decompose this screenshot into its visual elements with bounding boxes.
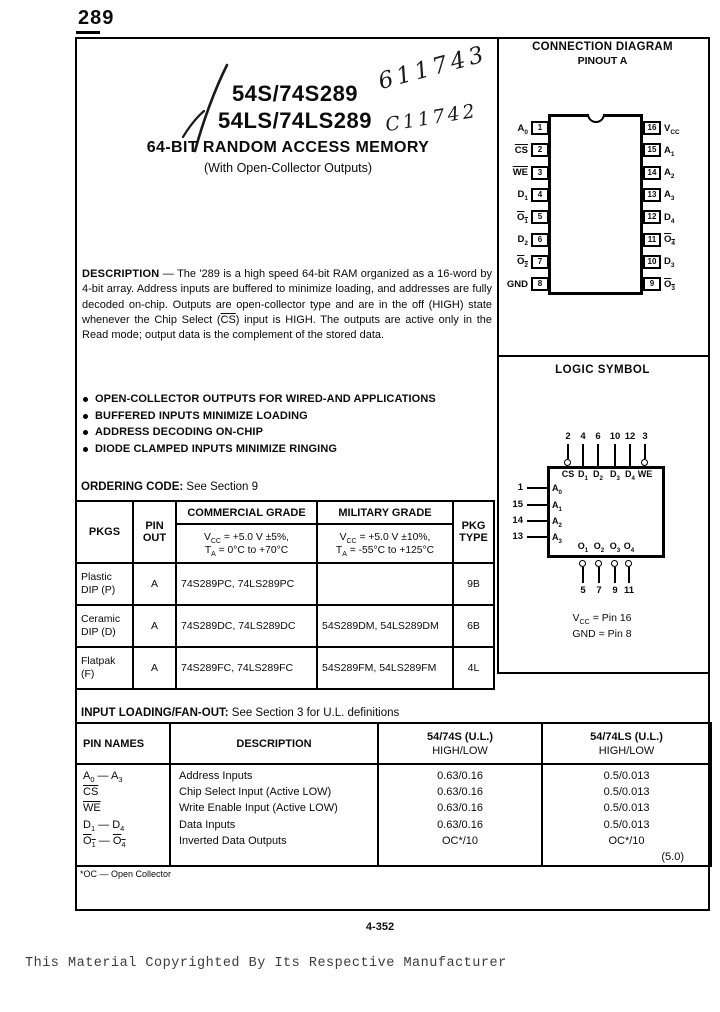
pin-name-line: $O_1$ — $O_4$: [83, 834, 126, 849]
active-low-bubble-icon: [564, 459, 571, 466]
dip-notch-icon: [587, 114, 605, 123]
ls-value-line: 0.5/0.013: [603, 786, 650, 799]
ordering-col-type: PKG TYPE: [453, 501, 494, 563]
s-value-line: 0.63/0.16: [437, 802, 483, 815]
logic-left-pin-line: [527, 536, 547, 538]
description-line: Write Enable Input (Active LOW): [179, 802, 338, 815]
pkg-cell: Flatpak (F): [76, 647, 133, 689]
active-low-bubble-icon: [625, 560, 632, 567]
dip-pin-box: 16: [643, 121, 661, 135]
logic-top-pin-number: 2: [565, 431, 571, 442]
logic-top-pin-number: 3: [642, 431, 648, 442]
s-value-line: 0.63/0.16: [437, 818, 483, 831]
handwritten-note-2: C11742: [383, 99, 480, 137]
logic-top-pin-label: $D_1$: [578, 469, 588, 482]
logic-symbol-title: LOGIC SYMBOL: [555, 364, 650, 376]
logic-bottom-pin-number: 5: [580, 585, 586, 596]
dip-pin-box: 14: [643, 166, 661, 180]
dip-pin-label: $V_{CC}$: [664, 122, 680, 136]
s-value-line: 0.63/0.16: [437, 786, 483, 799]
logic-top-pin-label: $D_3$: [610, 469, 620, 482]
logic-bottom-pin-line: [614, 567, 616, 583]
description-label: DESCRIPTION: [82, 268, 160, 280]
dip-pin-label: $\overline{WE}$: [512, 167, 528, 179]
ordering-col-military: MILITARY GRADE: [317, 501, 453, 524]
ordering-row: [76, 563, 494, 605]
dip-pin-box: 2: [531, 143, 549, 157]
description-line: Chip Select Input (Active LOW): [179, 786, 332, 799]
feature-item: [82, 424, 494, 441]
logic-bottom-pin-label: $O_4$: [623, 541, 635, 554]
logic-top-pin-number: 12: [624, 431, 636, 442]
active-low-bubble-icon: [611, 560, 618, 567]
dip-pin-label: $O_1$: [517, 211, 528, 225]
dip-pin-box: 7: [531, 255, 549, 269]
ordering-col-pinout: PIN OUT: [133, 501, 176, 563]
pkg-cell: Ceramic DIP (D): [76, 605, 133, 647]
logic-bottom-pin-line: [598, 567, 600, 583]
pin-name-line: $\overline{CS}$: [83, 786, 99, 799]
ordering-row: [76, 605, 494, 647]
part-number-1: 54S/74S289: [231, 81, 359, 106]
logic-bottom-pin-label: $O_2$: [593, 541, 605, 554]
logic-left-pin-number: 14: [512, 515, 523, 526]
description-line: Inverted Data Outputs: [179, 834, 287, 847]
dip-pin-box: 10: [643, 255, 661, 269]
logic-bottom-pin-number: 7: [596, 585, 602, 596]
logic-top-pin-label: $D_2$: [593, 469, 603, 482]
logic-top-pin-label: WE: [637, 469, 653, 479]
feature-text: DIODE CLAMPED INPUTS MINIMIZE RINGING: [95, 442, 338, 455]
feature-text: ADDRESS DECODING ON-CHIP: [95, 426, 264, 438]
copyright-line: This Material Copyrighted By Its Respective Manufacturer: [25, 956, 507, 971]
feature-item: [82, 391, 494, 408]
fanout-note: See Section 3 for U.L. definitions: [228, 707, 400, 719]
logic-top-pin-line: [567, 444, 569, 459]
logic-top-pin-label: $D_4$: [625, 469, 635, 482]
dip-pin-box: 4: [531, 188, 549, 202]
commercial-cell: 74S289DC, 74LS289DC: [176, 605, 317, 647]
connection-diagram-title: CONNECTION DIAGRAM: [532, 41, 673, 53]
military-cell: 54S289FM, 54LS289FM: [317, 647, 453, 689]
logic-left-pin-label: $A_1$: [552, 500, 562, 513]
ordering-row: [76, 647, 494, 689]
active-low-bubble-icon: [641, 459, 648, 466]
dip-pin-box: 5: [531, 210, 549, 224]
ls-value-line: 0.5/0.013: [603, 770, 650, 782]
part-number-2: 54LS/74LS289: [218, 108, 372, 133]
dip-pin-box: 8: [531, 277, 549, 291]
logic-left-pin-number: 13: [512, 531, 523, 542]
dip-pin-label: $O_4$: [664, 234, 675, 247]
feature-list: [82, 391, 494, 457]
dip-pin-label: $D_4$: [664, 211, 675, 225]
logic-bottom-pin-number: 11: [623, 585, 635, 596]
dip-pin-label: GND: [506, 278, 528, 290]
pin-name-line: $\overline{WE}$: [83, 802, 101, 815]
logic-top-pin-line: [582, 444, 584, 466]
handwritten-note-1: 611743: [375, 40, 491, 96]
dip-pin-label: $\overline{CS}$: [514, 144, 528, 156]
part-numbers: [95, 80, 495, 137]
logic-top-pin-line: [597, 444, 599, 466]
dip-pin-label: $D_2$: [517, 234, 528, 247]
pkg-cell: Plastic DIP (P): [76, 563, 133, 605]
logic-top-pin-line: [644, 444, 646, 459]
fanout-header-row: [76, 723, 711, 764]
logic-left-pin-line: [527, 504, 547, 506]
logic-left-pin-line: [527, 487, 547, 489]
fanout-col-header: PIN NAMES: [76, 723, 170, 764]
fanout-pin-names-cell: [76, 764, 170, 866]
fanout-col-header: DESCRIPTION: [170, 723, 378, 764]
dip-package-outline: [548, 114, 643, 295]
dip-pin-box: 12: [643, 210, 661, 224]
page-number-bottom: 4-352: [365, 921, 395, 933]
connection-diagram: [497, 39, 708, 357]
dip-pin-label: $A_1$: [664, 144, 675, 158]
logic-bottom-pin-line: [582, 567, 584, 583]
military-cell: [317, 563, 453, 605]
fanout-col-header: 54/74LS (U.L.) HIGH/LOW: [542, 723, 711, 764]
dip-pin-box: 1: [531, 121, 549, 135]
fanout-54-74ls-cell: [542, 764, 711, 866]
vcc-pin-note: $V_{CC}$ = Pin 16: [572, 612, 632, 627]
description-line: Data Inputs: [179, 818, 236, 831]
commercial-cell: 74S289FC, 74LS289FC: [176, 647, 317, 689]
pinout-cell: A: [133, 647, 176, 689]
pin-name-line: $A_0$ — $A_3$: [83, 770, 123, 785]
pin-name-line: $D_1$ — $D_4$: [83, 818, 125, 833]
logic-bottom-pin-label: $O_1$: [577, 541, 589, 554]
description-line: Address Inputs: [179, 770, 253, 782]
ordering-code-heading: [81, 481, 258, 493]
page-title: 64-BIT RANDOM ACCESS MEMORY: [146, 139, 430, 156]
fanout-54-74s-cell: [378, 764, 542, 866]
dip-pin-label: $A_0$: [517, 122, 528, 136]
ordering-header-row: [76, 501, 494, 524]
logic-top-pin-line: [629, 444, 631, 466]
page-number-underline: [76, 31, 100, 34]
fanout-col-header: 54/74S (U.L.) HIGH/LOW: [378, 723, 542, 764]
bullet-icon: [83, 397, 88, 402]
commercial-conditions: $V_{CC} = +5.0$ V ±5%, $T_A = 0^\circ C$ to +70°C: [176, 524, 317, 563]
logic-left-pin-number: 1: [517, 482, 523, 493]
dip-pin-box: 6: [531, 233, 549, 247]
fanout-heading: [81, 707, 399, 719]
logic-bottom-pin-number: 9: [612, 585, 618, 596]
logic-left-pin-label: $A_0$: [552, 483, 562, 496]
dip-pin-box: 13: [643, 188, 661, 202]
pinout-cell: A: [133, 563, 176, 605]
dip-pin-label: $D_1$: [517, 189, 528, 203]
logic-top-pin-line: [614, 444, 616, 466]
ordering-col-pkgs: PKGS: [76, 501, 133, 563]
page-subtitle: (With Open-Collector Outputs): [203, 161, 373, 175]
connection-diagram-subtitle: PINOUT A: [577, 55, 628, 67]
dip-pin-box: 11: [643, 233, 661, 247]
active-low-bubble-icon: [595, 560, 602, 567]
ls-extra-line: (5.0): [661, 851, 684, 864]
commercial-cell: 74S289PC, 74LS289PC: [176, 563, 317, 605]
s-value-line: 0.63/0.16: [437, 770, 483, 782]
dip-pin-box: 15: [643, 143, 661, 157]
logic-top-pin-number: 6: [595, 431, 601, 442]
feature-text: OPEN-COLLECTOR OUTPUTS FOR WIRED-AND APPLICATIONS: [95, 393, 436, 405]
logic-left-pin-label: $A_2$: [552, 516, 562, 529]
logic-top-pin-number: 4: [580, 431, 586, 442]
s-value-line: OC*/10: [441, 834, 479, 847]
feature-text: BUFFERED INPUTS MINIMIZE LOADING: [95, 409, 308, 422]
logic-symbol: [497, 357, 708, 674]
feature-item: [82, 441, 494, 458]
logic-left-pin-line: [527, 520, 547, 522]
pinout-cell: A: [133, 605, 176, 647]
fanout-table: [75, 722, 712, 867]
datasheet-frame: [75, 37, 710, 911]
dip-pin-label: $A_2$: [664, 167, 675, 180]
page-number-top: 289: [78, 7, 115, 29]
ordering-col-commercial: COMMERCIAL GRADE: [176, 501, 317, 524]
ls-value-line: OC*/10: [608, 834, 645, 847]
logic-left-pin-label: $A_3$: [552, 532, 562, 545]
logic-top-pin-number: 10: [609, 431, 621, 442]
gnd-pin-note: GND = Pin 8: [572, 628, 632, 640]
logic-left-pin-number: 15: [512, 499, 523, 510]
bullet-icon: [83, 430, 88, 435]
ls-value-line: 0.5/0.013: [603, 818, 650, 831]
ordering-table: [75, 500, 495, 690]
pkg-type-cell: 9B: [453, 563, 494, 605]
fanout-description-cell: [170, 764, 378, 866]
pkg-type-cell: 4L: [453, 647, 494, 689]
fanout-label: INPUT LOADING/FAN-OUT:: [81, 707, 229, 719]
dip-pin-label: $A_3$: [664, 189, 675, 203]
pkg-type-cell: 6B: [453, 605, 494, 647]
dip-pin-label: $O_3$: [664, 278, 675, 292]
active-low-bubble-icon: [579, 560, 586, 567]
military-conditions: $V_{CC} = +5.0$ V ±10%, $T_A = -55^\circ C$ to +125°C: [317, 524, 453, 563]
dip-pin-box: 3: [531, 166, 549, 180]
feature-item: [82, 408, 494, 425]
open-collector-footnote: *OC — Open Collector: [80, 869, 172, 879]
logic-top-pin-label: CS: [561, 469, 575, 479]
logic-bottom-pin-label: $O_3$: [609, 541, 621, 554]
dip-pin-label: $D_3$: [664, 256, 675, 270]
ordering-code-note: See Section 9: [183, 481, 259, 493]
dip-pin-box: 9: [643, 277, 661, 291]
logic-bottom-pin-line: [628, 567, 630, 583]
ordering-code-label: ORDERING CODE:: [81, 481, 184, 493]
description-text: — The '289 is a high speed 64-bit RAM organized as a 16-word by 4-bit array. Address inputs are buffered to minimize loading, and addresses are fully decoded on-chip. Outputs are open-collector type and are in the off (HIGH) state whenever the Chip Select $(\overline{CS})$ input is HIGH. The outputs are active only in the Read mode; output data is the complement of the stored data.: [82, 268, 492, 342]
dip-pin-label: $O_2$: [517, 256, 528, 270]
bullet-icon: [83, 447, 88, 452]
ls-value-line: 0.5/0.013: [603, 802, 650, 815]
military-cell: 54S289DM, 54LS289DM: [317, 605, 453, 647]
description: [82, 267, 492, 343]
fanout-body-row: [76, 764, 711, 866]
bullet-icon: [83, 414, 88, 419]
